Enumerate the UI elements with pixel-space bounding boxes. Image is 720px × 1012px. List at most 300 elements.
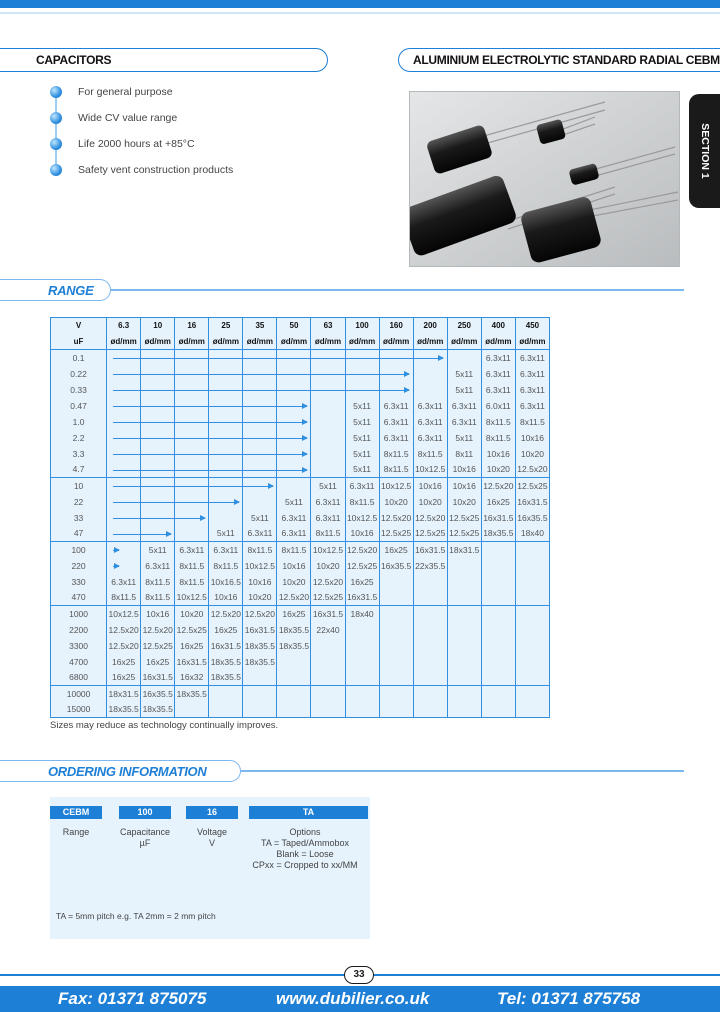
size-cell: 18x31.5 <box>107 686 141 702</box>
size-cell <box>481 590 515 606</box>
capacitance-cell: 0.47 <box>51 398 107 414</box>
corner-voltage: V <box>51 318 107 334</box>
size-cell <box>447 702 481 718</box>
capacitance-cell: 10000 <box>51 686 107 702</box>
table-row <box>51 702 550 718</box>
size-cell: 12.5x20 <box>107 622 141 638</box>
size-cell: 18x35.5 <box>209 670 243 686</box>
size-cell <box>345 654 379 670</box>
size-cell <box>175 526 209 542</box>
size-cell: 12.5x25 <box>311 590 345 606</box>
bullet-icon <box>50 86 62 98</box>
size-cell: 16x31.5 <box>209 638 243 654</box>
size-cell: 6.3x11 <box>481 382 515 398</box>
size-cell: 5x11 <box>447 382 481 398</box>
size-cell: 6.3x11 <box>413 414 447 430</box>
size-cell <box>413 366 447 382</box>
size-cell <box>413 574 447 590</box>
label-capacitance: Capacitance µF <box>119 827 171 848</box>
bullet-icon <box>50 112 62 124</box>
size-cell: 16x25 <box>345 574 379 590</box>
footer-bar <box>0 986 720 1012</box>
size-cell <box>481 686 515 702</box>
top-rule <box>0 12 720 14</box>
size-cell <box>277 654 311 670</box>
size-cell <box>345 670 379 686</box>
size-cell: 16x31.5 <box>243 622 277 638</box>
capacitance-cell: 470 <box>51 590 107 606</box>
range-arrow-icon <box>113 534 171 535</box>
unit-header: ød/mm <box>379 334 413 350</box>
size-cell <box>413 702 447 718</box>
range-arrow-icon <box>113 358 444 359</box>
size-cell: 10x16 <box>345 526 379 542</box>
size-cell: 5x11 <box>345 446 379 462</box>
capacitance-cell: 330 <box>51 574 107 590</box>
size-cell: 10x16 <box>481 446 515 462</box>
size-cell <box>345 638 379 654</box>
unit-header: ød/mm <box>277 334 311 350</box>
size-cell: 10x20 <box>311 558 345 574</box>
size-cell: 10x16 <box>277 558 311 574</box>
footer-website[interactable]: www.dubilier.co.uk <box>276 989 430 1008</box>
size-cell: 8x11.5 <box>311 526 345 542</box>
size-cell <box>447 350 481 366</box>
size-cell <box>515 670 549 686</box>
size-cell: 10x20 <box>447 494 481 510</box>
size-cell <box>379 574 413 590</box>
size-cell: 10x16 <box>515 430 549 446</box>
size-cell: 12.5x20 <box>107 638 141 654</box>
size-cell: 8x11.5 <box>481 414 515 430</box>
size-cell: 18x35.5 <box>243 638 277 654</box>
voltage-header: 6.3 <box>107 318 141 334</box>
bullet-icon <box>50 138 62 150</box>
size-cell <box>311 462 345 478</box>
code-capacitance: 100 <box>119 806 171 819</box>
range-arrow-icon <box>113 470 307 471</box>
corner-capacitance: uF <box>51 334 107 350</box>
size-cell: 16x35.5 <box>379 558 413 574</box>
footer-fax: Fax: 01371 875075 <box>58 989 207 1008</box>
size-cell: 6.3x11 <box>379 430 413 446</box>
size-cell: 6.0x11 <box>481 398 515 414</box>
voltage-header: 450 <box>515 318 549 334</box>
category-header <box>0 48 328 72</box>
range-arrow-icon <box>113 550 119 551</box>
capacitance-cell: 47 <box>51 526 107 542</box>
size-cell: 8x11.5 <box>277 542 311 558</box>
range-note: Sizes may reduce as technology continually improves. <box>50 720 279 731</box>
unit-header: ød/mm <box>413 334 447 350</box>
size-cell: 8x11.5 <box>379 462 413 478</box>
size-cell: 6.3x11 <box>379 398 413 414</box>
table-row <box>51 686 550 702</box>
size-cell: 5x11 <box>277 494 311 510</box>
size-cell: 8x11.5 <box>209 558 243 574</box>
size-cell <box>481 654 515 670</box>
table-row <box>51 606 550 622</box>
size-cell <box>413 670 447 686</box>
size-cell: 10x16 <box>447 462 481 478</box>
capacitance-cell: 6800 <box>51 670 107 686</box>
size-cell: 12.5x20 <box>345 542 379 558</box>
unit-header-row <box>51 334 550 350</box>
size-cell: 16x31.5 <box>141 670 175 686</box>
size-cell <box>481 606 515 622</box>
feature-item: Life 2000 hours at +85°C <box>50 136 350 162</box>
capacitance-cell: 2200 <box>51 622 107 638</box>
size-cell: 18x40 <box>345 606 379 622</box>
size-cell <box>413 382 447 398</box>
size-cell: 16x25 <box>379 542 413 558</box>
capacitance-cell: 33 <box>51 510 107 526</box>
unit-header: ød/mm <box>447 334 481 350</box>
size-cell <box>311 446 345 462</box>
size-cell: 10x16 <box>447 478 481 494</box>
size-cell: 5x11 <box>345 462 379 478</box>
size-cell: 10x12.5 <box>379 478 413 494</box>
size-cell: 16x25 <box>107 654 141 670</box>
voltage-header: 160 <box>379 318 413 334</box>
code-options: TA <box>249 806 368 819</box>
size-cell <box>413 638 447 654</box>
size-cell: 10x12.5 <box>175 590 209 606</box>
size-cell: 12.5x20 <box>141 622 175 638</box>
size-cell <box>175 702 209 718</box>
size-cell: 16x35.5 <box>515 510 549 526</box>
size-cell: 6.3x11 <box>107 574 141 590</box>
voltage-header: 35 <box>243 318 277 334</box>
product-title: ALUMINIUM ELECTROLYTIC STANDARD RADIAL CEBM <box>413 53 720 67</box>
size-cell: 16x35.5 <box>141 686 175 702</box>
size-cell <box>311 686 345 702</box>
table-row <box>51 670 550 686</box>
range-arrow-icon <box>113 390 410 391</box>
size-cell: 8x11.5 <box>345 494 379 510</box>
section-tab <box>689 94 720 208</box>
capacitance-cell: 3300 <box>51 638 107 654</box>
size-cell <box>311 638 345 654</box>
size-cell: 18x35.5 <box>277 622 311 638</box>
size-cell: 12.5x25 <box>175 622 209 638</box>
size-cell: 8x11.5 <box>107 590 141 606</box>
size-cell <box>379 670 413 686</box>
size-cell: 12.5x20 <box>481 478 515 494</box>
size-cell: 8x11.5 <box>413 446 447 462</box>
size-cell <box>413 686 447 702</box>
size-cell: 18x35.5 <box>107 702 141 718</box>
size-cell: 18x35.5 <box>481 526 515 542</box>
size-cell: 6.3x11 <box>311 510 345 526</box>
size-cell <box>481 558 515 574</box>
size-cell: 16x31.5 <box>413 542 447 558</box>
size-cell: 12.5x20 <box>277 590 311 606</box>
size-cell <box>209 702 243 718</box>
capacitance-cell: 0.22 <box>51 366 107 382</box>
size-cell: 5x11 <box>345 430 379 446</box>
size-cell <box>379 638 413 654</box>
size-cell: 5x11 <box>447 366 481 382</box>
size-cell: 16x31.5 <box>311 606 345 622</box>
size-cell: 8x11.5 <box>379 446 413 462</box>
size-cell: 18x40 <box>515 526 549 542</box>
size-cell: 10x16 <box>243 574 277 590</box>
size-cell: 16x25 <box>175 638 209 654</box>
size-cell: 12.5x20 <box>209 606 243 622</box>
category-title: CAPACITORS <box>36 53 112 67</box>
size-cell: 5x11 <box>243 510 277 526</box>
size-cell <box>345 702 379 718</box>
size-cell: 18x35.5 <box>209 654 243 670</box>
size-cell <box>515 542 549 558</box>
capacitance-cell: 2.2 <box>51 430 107 446</box>
size-cell <box>277 686 311 702</box>
unit-header: ød/mm <box>209 334 243 350</box>
capacitance-cell: 1000 <box>51 606 107 622</box>
size-cell: 12.5x25 <box>447 510 481 526</box>
size-cell: 18x35.5 <box>175 686 209 702</box>
table-row <box>51 622 550 638</box>
range-arrow-icon <box>113 502 239 503</box>
feature-item: Safety vent construction products <box>50 162 350 188</box>
size-cell <box>481 702 515 718</box>
size-cell <box>311 398 345 414</box>
range-rule <box>111 289 684 291</box>
size-cell <box>379 702 413 718</box>
range-arrow-icon <box>113 454 307 455</box>
label-range: Range <box>62 827 90 837</box>
bullet-icon <box>50 164 62 176</box>
size-cell <box>311 702 345 718</box>
size-cell <box>277 702 311 718</box>
size-cell <box>515 654 549 670</box>
size-cell: 5x11 <box>447 430 481 446</box>
size-cell: 8x11.5 <box>141 590 175 606</box>
ordering-band <box>0 760 720 782</box>
capacitance-cell: 15000 <box>51 702 107 718</box>
size-cell <box>447 654 481 670</box>
size-cell <box>243 494 277 510</box>
size-cell: 10x20 <box>243 590 277 606</box>
size-cell: 12.5x20 <box>311 574 345 590</box>
size-cell <box>243 702 277 718</box>
size-cell: 6.3x11 <box>345 478 379 494</box>
unit-header: ød/mm <box>175 334 209 350</box>
size-cell: 6.3x11 <box>515 398 549 414</box>
range-heading: RANGE <box>0 279 111 301</box>
voltage-header: 10 <box>141 318 175 334</box>
size-cell: 6.3x11 <box>277 526 311 542</box>
size-cell: 10x16 <box>413 478 447 494</box>
size-cell <box>345 622 379 638</box>
size-cell: 16x25 <box>209 622 243 638</box>
unit-header: ød/mm <box>345 334 379 350</box>
size-cell: 12.5x20 <box>515 462 549 478</box>
ordering-rule <box>241 770 684 772</box>
size-cell <box>447 590 481 606</box>
size-cell: 6.3x11 <box>175 542 209 558</box>
size-cell: 10x12.5 <box>311 542 345 558</box>
voltage-header: 200 <box>413 318 447 334</box>
table-row <box>51 558 550 574</box>
size-cell: 6.3x11 <box>311 494 345 510</box>
size-cell: 6.3x11 <box>481 350 515 366</box>
voltage-header: 25 <box>209 318 243 334</box>
size-cell: 6.3x11 <box>447 414 481 430</box>
label-voltage: Voltage V <box>196 827 228 848</box>
size-cell <box>481 574 515 590</box>
size-cell: 12.5x25 <box>141 638 175 654</box>
capacitance-cell: 4.7 <box>51 462 107 478</box>
size-cell: 22x35.5 <box>413 558 447 574</box>
voltage-header: 400 <box>481 318 515 334</box>
size-cell <box>311 670 345 686</box>
size-cell <box>277 478 311 494</box>
size-cell: 6.3x11 <box>379 414 413 430</box>
product-header <box>398 48 720 72</box>
size-cell: 5x11 <box>345 414 379 430</box>
size-cell: 6.3x11 <box>141 558 175 574</box>
size-cell <box>481 542 515 558</box>
size-cell <box>379 590 413 606</box>
size-cell <box>379 654 413 670</box>
size-cell <box>345 686 379 702</box>
range-band <box>0 279 720 301</box>
size-cell: 16x31.5 <box>481 510 515 526</box>
size-cell: 6.3x11 <box>277 510 311 526</box>
size-cell: 6.3x11 <box>209 542 243 558</box>
size-cell <box>447 606 481 622</box>
size-cell: 10x20 <box>413 494 447 510</box>
size-cell: 16x25 <box>277 606 311 622</box>
size-cell: 12.5x20 <box>243 606 277 622</box>
label-options: Options TA = Taped/Ammobox Blank = Loose CPxx = Cropped to xx/MM <box>252 827 358 870</box>
size-cell: 10x16 <box>209 590 243 606</box>
size-cell <box>413 654 447 670</box>
size-cell <box>447 558 481 574</box>
size-cell <box>413 606 447 622</box>
size-cell: 12.5x25 <box>413 526 447 542</box>
unit-header: ød/mm <box>107 334 141 350</box>
feature-list <box>50 84 350 188</box>
size-cell: 12.5x25 <box>345 558 379 574</box>
size-cell: 6.3x11 <box>413 430 447 446</box>
size-cell <box>311 414 345 430</box>
size-cell: 12.5x25 <box>515 478 549 494</box>
size-cell: 5x11 <box>209 526 243 542</box>
size-cell: 6.3x11 <box>515 382 549 398</box>
capacitance-cell: 4700 <box>51 654 107 670</box>
feature-item: For general purpose <box>50 84 350 110</box>
code-voltage: 16 <box>186 806 238 819</box>
capacitance-cell: 100 <box>51 542 107 558</box>
size-cell: 16x31.5 <box>175 654 209 670</box>
voltage-header-row <box>51 318 550 334</box>
size-cell <box>311 430 345 446</box>
size-cell: 6.3x11 <box>413 398 447 414</box>
voltage-header: 100 <box>345 318 379 334</box>
unit-header: ød/mm <box>243 334 277 350</box>
range-arrow-icon <box>113 406 307 407</box>
size-cell: 18x35.5 <box>277 638 311 654</box>
size-cell: 10x16.5 <box>209 574 243 590</box>
size-cell <box>447 686 481 702</box>
unit-header: ød/mm <box>141 334 175 350</box>
size-cell: 8x11.5 <box>175 574 209 590</box>
unit-header: ød/mm <box>481 334 515 350</box>
capacitance-cell: 220 <box>51 558 107 574</box>
ordering-box <box>50 797 370 939</box>
range-arrow-icon <box>113 518 205 519</box>
size-cell: 16x31.5 <box>345 590 379 606</box>
size-cell: 10x20 <box>379 494 413 510</box>
size-cell: 8x11.5 <box>243 542 277 558</box>
size-cell: 6.3x11 <box>515 350 549 366</box>
voltage-header: 16 <box>175 318 209 334</box>
size-cell: 6.3x11 <box>481 366 515 382</box>
size-cell: 16x32 <box>175 670 209 686</box>
voltage-header: 250 <box>447 318 481 334</box>
table-row <box>51 638 550 654</box>
size-cell: 5x11 <box>345 398 379 414</box>
size-cell: 10x20 <box>481 462 515 478</box>
table-row <box>51 542 550 558</box>
size-cell <box>515 606 549 622</box>
size-cell: 12.5x20 <box>379 510 413 526</box>
size-cell <box>515 638 549 654</box>
size-cell <box>243 686 277 702</box>
size-cell: 6.3x11 <box>447 398 481 414</box>
size-cell <box>379 606 413 622</box>
size-cell: 10x12.5 <box>243 558 277 574</box>
range-arrow-icon <box>113 566 119 567</box>
size-cell: 6.3x11 <box>515 366 549 382</box>
ordering-heading: ORDERING INFORMATION <box>0 760 241 782</box>
size-cell: 22x40 <box>311 622 345 638</box>
table-row <box>51 574 550 590</box>
size-cell: 18x31.5 <box>447 542 481 558</box>
size-cell: 5x11 <box>311 478 345 494</box>
size-cell: 16x31.5 <box>515 494 549 510</box>
size-cell: 8x11.5 <box>481 430 515 446</box>
size-cell: 16x25 <box>481 494 515 510</box>
size-cell: 12.5x20 <box>413 510 447 526</box>
size-cell <box>413 590 447 606</box>
size-cell <box>447 670 481 686</box>
size-cell: 10x20 <box>515 446 549 462</box>
size-cell: 8x11.5 <box>515 414 549 430</box>
size-cell <box>413 622 447 638</box>
size-cell: 16x25 <box>107 670 141 686</box>
size-cell: 18x35.5 <box>141 702 175 718</box>
size-cell <box>209 510 243 526</box>
code-range: CEBM <box>50 806 102 819</box>
ordering-note: TA = 5mm pitch e.g. TA 2mm = 2 mm pitch <box>56 911 216 921</box>
size-cell: 18x35.5 <box>243 654 277 670</box>
range-arrow-icon <box>113 374 410 375</box>
size-cell: 8x11 <box>447 446 481 462</box>
capacitance-cell: 1.0 <box>51 414 107 430</box>
size-cell <box>447 574 481 590</box>
size-cell <box>515 590 549 606</box>
size-cell <box>515 574 549 590</box>
size-cell <box>447 638 481 654</box>
size-cell: 8x11.5 <box>141 574 175 590</box>
table-row <box>51 590 550 606</box>
size-cell <box>379 686 413 702</box>
size-cell <box>515 702 549 718</box>
